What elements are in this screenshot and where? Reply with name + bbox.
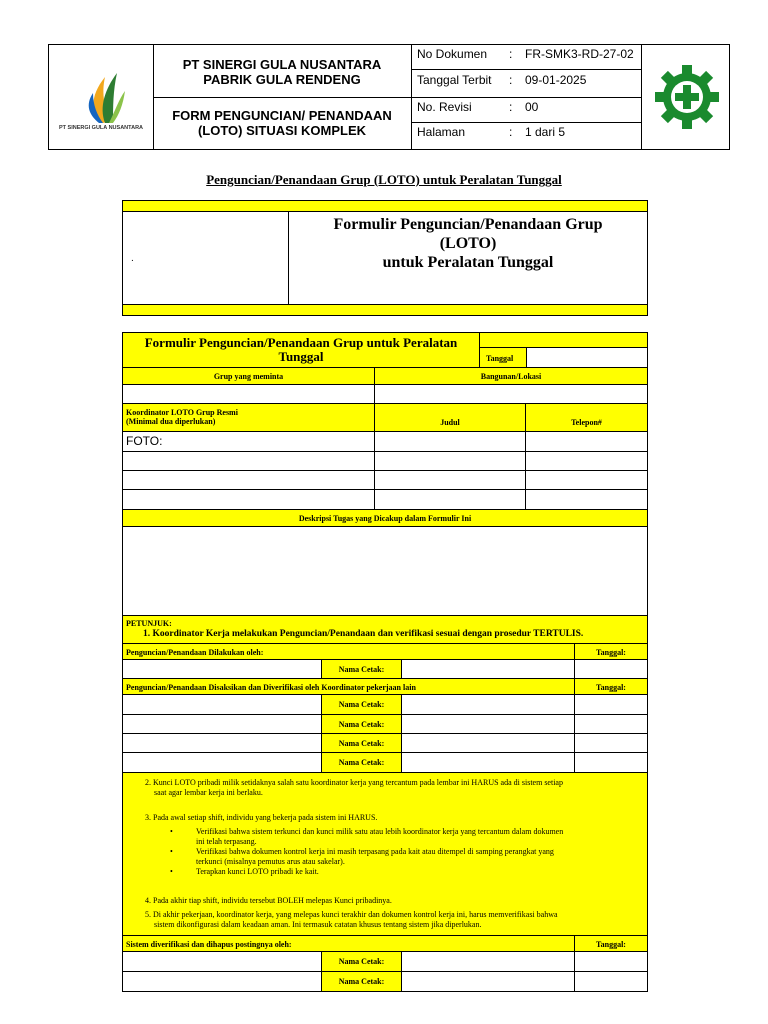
meta-label: No Dokumen [417, 47, 488, 61]
nama-cetak-field[interactable] [401, 733, 575, 753]
petunjuk-block [122, 615, 648, 644]
meta-sep: : [509, 73, 513, 87]
form-title-cell [122, 332, 480, 368]
judul-field[interactable] [374, 431, 526, 452]
form-line-2: (LOTO) SITUASI KOMPLEK [197, 123, 367, 138]
meta-sep: : [509, 47, 513, 61]
disaksikan-header: Penguncian/Penandaan Disaksikan dan Diverifikasi oleh Koordinator pekerjaan lain [122, 678, 575, 695]
nama-cetak-label: Nama Cetak: [321, 659, 402, 679]
tanggal-header: Tanggal: [574, 678, 648, 695]
koordinator-header [122, 403, 375, 432]
banner-bottom-stripe [123, 304, 647, 315]
judul-field[interactable] [374, 451, 526, 471]
company-line-2: PABRIK GULA RENDENG [203, 72, 361, 87]
nama-cetak-label: Nama Cetak: [321, 733, 402, 753]
instruction-2-line-1: 2. Kunci LOTO pribadi milik setidaknya salah satu koordinator kerja yang tercantum pada lembar ini HARUS ada di sistem setiap [145, 778, 563, 787]
nama-cetak-field[interactable] [401, 971, 575, 992]
koordinator-field[interactable] [122, 470, 375, 490]
tanggal-header: Tanggal: [574, 935, 648, 952]
instruction-5-line-2: sistem dikonfigurasi dalam keadaan aman. Ini termasuk catatan khusus tentang sistem jika diperlukan. [154, 920, 482, 929]
meta-value: 00 [525, 100, 539, 114]
nama-cetak-label: Nama Cetak: [321, 951, 402, 972]
form-name [153, 108, 411, 138]
tanggal-field[interactable] [574, 694, 648, 715]
loto-form [122, 332, 648, 1000]
bullet-item [170, 827, 638, 847]
grup-meminta-header: Grup yang meminta [122, 367, 375, 385]
company-line-1: PT SINERGI GULA NUSANTARA [182, 57, 382, 72]
bullet-icon: • [170, 847, 173, 856]
divider [411, 122, 641, 123]
deskripsi-field[interactable] [122, 526, 648, 616]
meta-value: 09-01-2025 [525, 73, 587, 87]
bullet-list [170, 827, 638, 877]
telepon-field[interactable] [525, 470, 648, 490]
foto-field[interactable]: FOTO: [122, 431, 375, 452]
telepon-field[interactable] [525, 431, 648, 452]
tanggal-field[interactable] [574, 971, 648, 992]
diverifikasi-header: Sistem diverifikasi dan dihapus postingnya oleh: [122, 935, 575, 952]
nama-cetak-field[interactable] [401, 694, 575, 715]
divider [411, 69, 641, 70]
telepon-header: Telepon# [525, 403, 648, 432]
meta-label: Tanggal Terbit [417, 73, 492, 87]
nama-cetak-field[interactable] [401, 659, 575, 679]
koordinator-field[interactable] [122, 451, 375, 471]
nama-cetak-field[interactable] [401, 752, 575, 773]
meta-sep: : [509, 100, 513, 114]
instruction-3: 3. Pada awal setiap shift, individu yang bekerja pada sistem ini HARUS. [145, 813, 378, 822]
tanggal-field[interactable] [526, 347, 648, 368]
signature-field[interactable] [122, 752, 322, 773]
bullet-item [170, 867, 638, 877]
signature-field[interactable] [122, 714, 322, 734]
bullet-icon: • [170, 867, 173, 876]
tanggal-field[interactable] [574, 714, 648, 734]
safety-cross-gear-icon [649, 53, 725, 141]
petunjuk-label: PETUNJUK: [126, 619, 172, 628]
nama-cetak-field[interactable] [401, 951, 575, 972]
k3-logo [649, 53, 725, 141]
dilakukan-header: Penguncian/Penandaan Dilakukan oleh: [122, 643, 575, 660]
logo-caption: PT SINERGI GULA NUSANTARA [58, 125, 144, 131]
judul-header: Judul [374, 403, 526, 432]
koordinator-field[interactable] [122, 489, 375, 510]
signature-field[interactable] [122, 971, 322, 992]
document-title: Penguncian/Penandaan Grup (LOTO) untuk Peralatan Tunggal [206, 172, 562, 187]
nama-cetak-field[interactable] [401, 714, 575, 734]
divider [153, 97, 641, 98]
telepon-field[interactable] [525, 451, 648, 471]
grup-meminta-field[interactable] [122, 384, 375, 404]
tanggal-field[interactable] [574, 951, 648, 972]
instruction-5 [145, 910, 645, 930]
bullet-2-line-2: terkunci (misalnya pemutus arus atau sakelar). [196, 857, 345, 866]
telepon-field[interactable] [525, 489, 648, 510]
tanggal-field[interactable] [574, 752, 648, 773]
signature-field[interactable] [122, 951, 322, 972]
tanggal-header: Tanggal: [574, 643, 648, 660]
bullet-icon: • [170, 827, 173, 836]
banner-dot: . [131, 253, 134, 264]
tanggal-field[interactable] [574, 733, 648, 753]
judul-field[interactable] [374, 489, 526, 510]
banner-line-2: (LOTO) [439, 235, 497, 252]
koordinator-line-1: Koordinator LOTO Grup Resmi [126, 408, 238, 417]
bullet-3-line-1: Terapkan kunci LOTO pribadi ke kait. [196, 867, 319, 876]
form-title-line-2: Tunggal [278, 349, 324, 364]
company-name [153, 57, 411, 87]
tanggal-label: Tanggal [479, 347, 527, 368]
bullet-2-line-1: Verifikasi bahwa dokumen kontrol kerja ini masih terpasang pada kait atau ditempel di samping perangkat yang [196, 847, 554, 856]
bangunan-field[interactable] [374, 384, 648, 404]
bullet-1-line-1: Verifikasi bahwa sistem terkunci dan kunci milik satu atau lebih koordinator kerja yang tercantum dalam dokumen [196, 827, 564, 836]
bullet-1-line-2: ini telah terpasang. [196, 837, 257, 846]
bullet-item [170, 847, 638, 867]
divider [641, 45, 642, 149]
form-title-line-1: Formulir Penguncian/Penandaan Grup untuk Peralatan [144, 335, 458, 350]
form-title [123, 333, 479, 364]
signature-field[interactable] [122, 694, 322, 715]
banner-box [122, 200, 648, 316]
meta-label: Halaman [417, 125, 466, 139]
form-line-1: FORM PENGUNCIAN/ PENANDAAN [172, 108, 392, 123]
bangunan-header: Bangunan/Lokasi [374, 367, 648, 385]
company-logo [55, 63, 147, 143]
meta-label: No. Revisi [417, 100, 472, 114]
nama-cetak-label: Nama Cetak: [321, 971, 402, 992]
instructions-block [122, 772, 648, 936]
title-yellow-cell [479, 332, 648, 348]
tanggal-field[interactable] [574, 659, 648, 679]
instruction-5-line-1: 5. Di akhir pekerjaan, koordinator kerja, yang melepas kunci terakhir dan dokumen kontrol kerja ini, harus memverifikasi bahwa [145, 910, 558, 919]
signature-field[interactable] [122, 733, 322, 753]
instruction-1: 1. Koordinator Kerja melakukan Penguncian/Penandaan dan verifikasi sesuai dengan prosedur TERTULIS. [143, 629, 584, 639]
meta-value: 1 dari 5 [525, 125, 566, 139]
meta-value: FR-SMK3-RD-27-02 [525, 47, 634, 61]
instruction-2-line-2: saat agar lembar kerja ini berlaku. [154, 788, 263, 797]
signature-field[interactable] [122, 659, 322, 679]
nama-cetak-label: Nama Cetak: [321, 714, 402, 734]
meta-sep: : [509, 125, 513, 139]
instruction-4: 4. Pada akhir tiap shift, individu tersebut BOLEH melepas Kunci pribadinya. [145, 896, 392, 905]
judul-field[interactable] [374, 470, 526, 490]
banner-top-stripe [123, 201, 647, 212]
banner-title [289, 215, 647, 272]
leaf-logo-icon [55, 63, 147, 127]
banner-line-1: Formulir Penguncian/Penandaan Grup [333, 216, 603, 233]
instruction-2 [145, 778, 645, 798]
nama-cetak-label: Nama Cetak: [321, 752, 402, 773]
banner-line-3: untuk Peralatan Tunggal [382, 254, 554, 271]
nama-cetak-label: Nama Cetak: [321, 694, 402, 715]
deskripsi-header: Deskripsi Tugas yang Dicakup dalam Formulir Ini [122, 509, 648, 527]
document-header [48, 44, 730, 150]
koordinator-line-2: (Minimal dua diperlukan) [126, 417, 216, 426]
